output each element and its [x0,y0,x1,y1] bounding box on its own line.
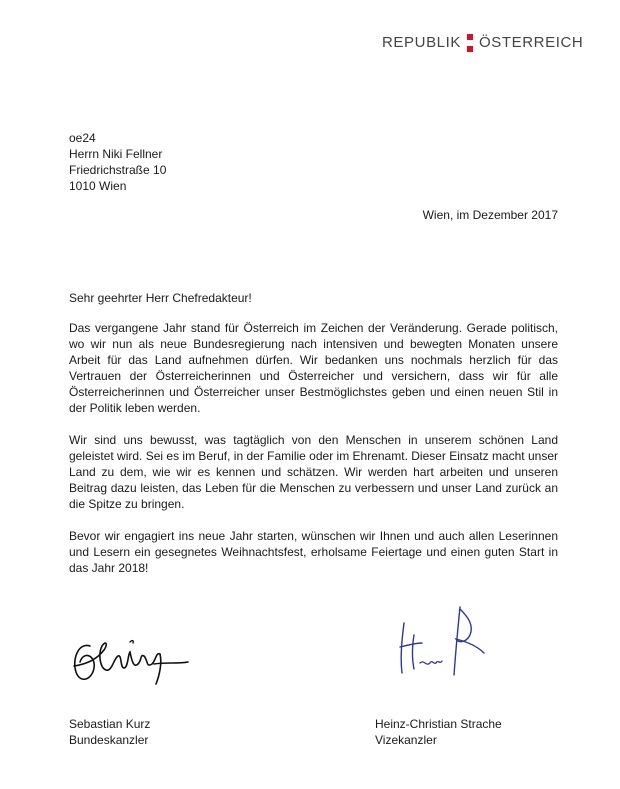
strache-signature [386,603,486,683]
austria-flag-icon [467,34,473,52]
signer-title: Bundeskanzler [69,733,149,747]
flag-stripe-bottom [467,46,473,52]
signer-name: Heinz-Christian Strache [375,717,502,731]
kurz-signature [70,628,190,690]
recipient-address [69,130,166,194]
date-line: Wien, im Dezember 2017 [422,208,558,222]
address-line: Herrn Niki Fellner [69,147,163,161]
letterhead [382,34,583,52]
address-line: 1010 Wien [69,179,127,193]
signer-title: Vizekanzler [375,733,437,747]
address-line: oe24 [69,131,96,145]
letterhead-oesterreich: ÖSTERREICH [479,34,584,51]
letterhead-republik: REPUBLIK [382,34,461,51]
signer-strache [375,716,502,748]
address-line: Friedrichstraße 10 [69,163,167,177]
signer-name: Sebastian Kurz [69,717,151,731]
signer-kurz [69,716,150,748]
letter-body [69,320,558,592]
body-paragraph: Das vergangene Jahr stand für Österreich im Zeichen der Veränderung. Gerade politisch, wo wir nun als neue Bundesregierung nach intensiven und bewegten Monaten unsere Arbeit für das Land aufnehmen dürfen. Wir bedanken uns nochmals herzlich für das Vertrauen der Österreicherinnen und Österreicher und versichern, dass wir für alle Österreicherinnen und Österreicher unser Bestmöglichstes geben und einen neuen Stil in der Politik leben werden. [69,321,558,415]
salutation: Sehr geehrter Herr Chefredakteur! [69,291,252,305]
body-paragraph: Wir sind uns bewusst, was tagtäglich von den Menschen in unserem schönen Land geleistet wird. Sei es im Beruf, in der Familie oder im Ehrenamt. Dieser Einsatz macht unser Land zu dem, wie wir es kennen und schätzen. Wir werden hart arbeiten und unseren Beitrag dazu leisten, das Leben für die Menschen zu verbessern und unser Land zurück an die Spitze zu bringen. [69,433,558,511]
body-paragraph: Bevor wir engagiert ins neue Jahr starten, wünschen wir Ihnen und auch allen Leserinnen und Lesern ein gesegnetes Weihnachtsfest, erholsame Feiertage und einen guten Start in das Jahr 2018! [69,529,558,575]
